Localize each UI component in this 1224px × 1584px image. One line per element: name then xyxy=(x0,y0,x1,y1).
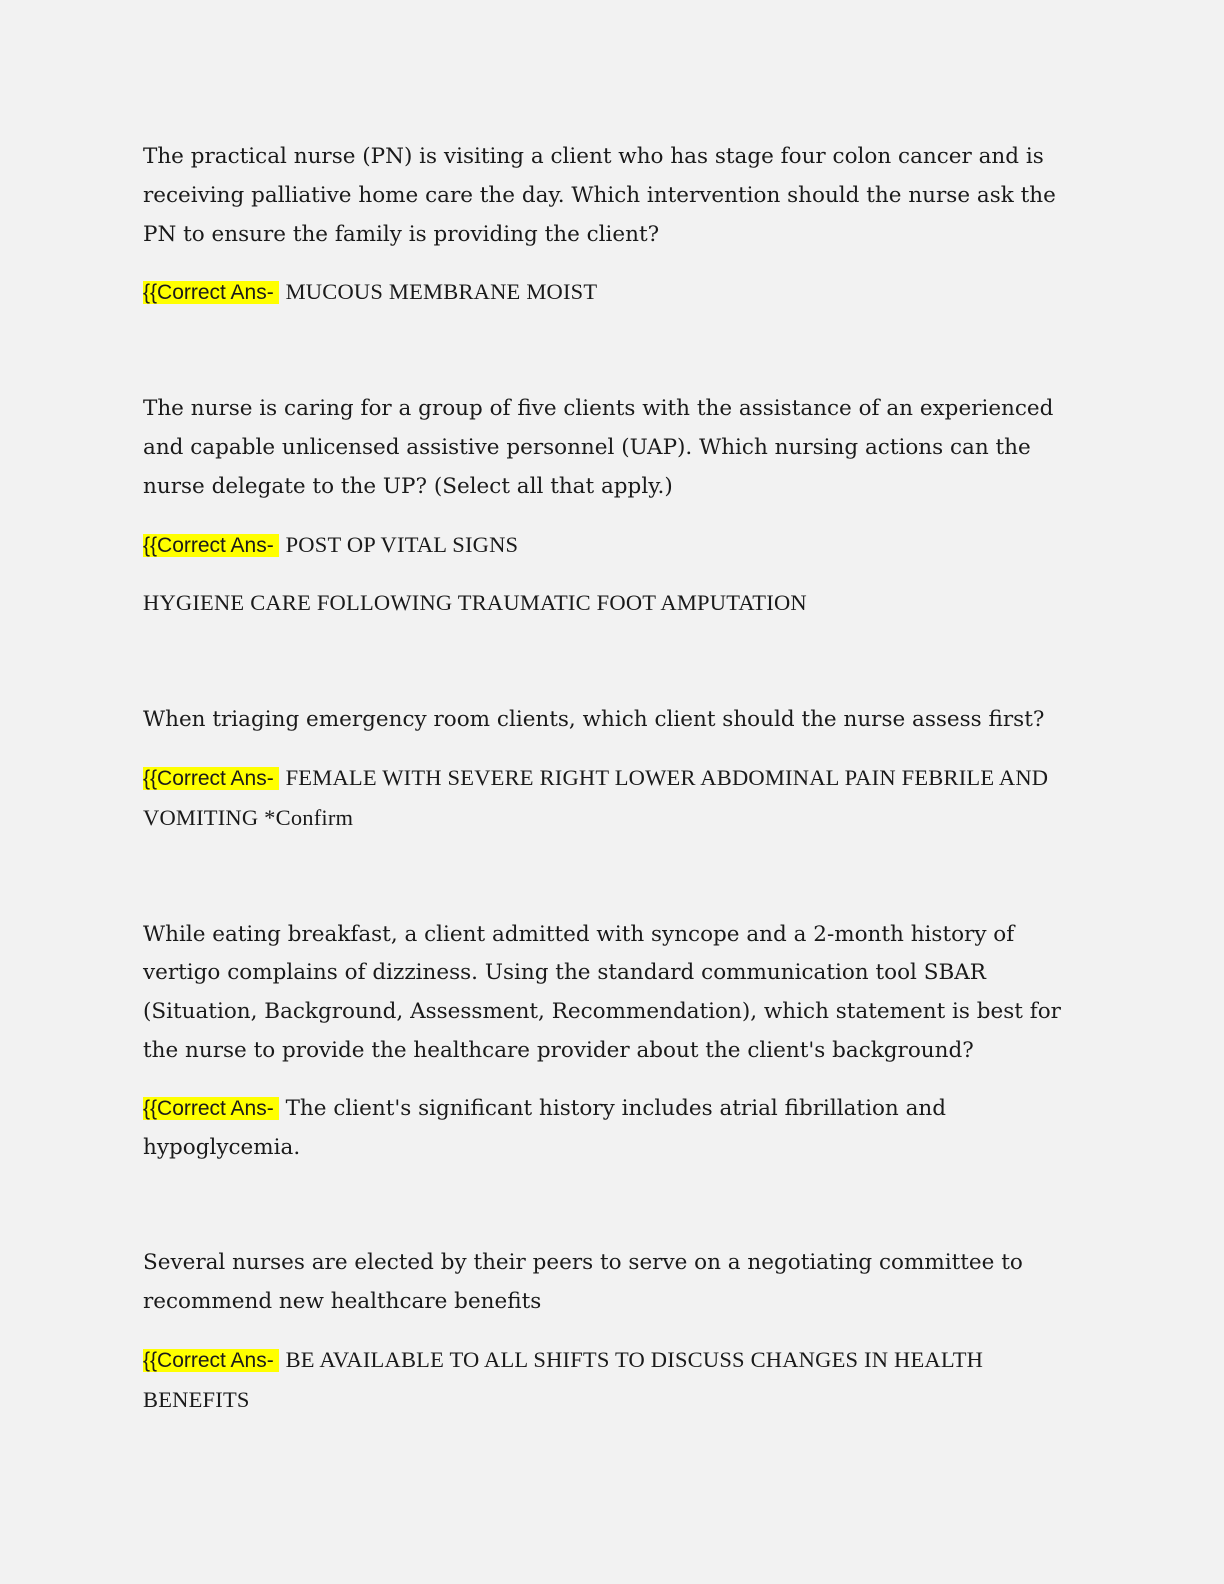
answer-text: POST OP VITAL SIGNS xyxy=(285,531,519,557)
correct-answer-marker: {{Correct Ans- xyxy=(143,281,279,304)
answer-extra-text: HYGIENE CARE FOLLOWING TRAUMATIC FOOT AMPUTATION xyxy=(143,590,807,616)
qa-item-4 xyxy=(143,916,1083,1168)
correct-answer-marker: {{Correct Ans- xyxy=(143,1349,279,1372)
question-text: The nurse is caring for a group of five clients with the assistance of an experienced and capable unlicensed assistive personnel (UAP). Which nursing actions can the nurse delegate to the UP? (Select all that apply.) xyxy=(143,396,1054,499)
answer-extra-line xyxy=(143,584,1083,624)
answer-line xyxy=(143,526,1083,566)
qa-item-1 xyxy=(143,138,1083,313)
answer-text: The client's significant history includes atrial fibrillation and hypoglycemia. xyxy=(143,1095,946,1160)
answer-line xyxy=(143,273,1083,313)
question-text: The practical nurse (PN) is visiting a client who has stage four colon cancer and is receiving palliative home care the day. Which intervention should the nurse ask the PN to ensure the family is providing the client? xyxy=(143,144,1056,247)
correct-answer-marker: {{Correct Ans- xyxy=(143,1097,279,1120)
answer-line xyxy=(143,759,1083,839)
answer-text: BE AVAILABLE TO ALL SHIFTS TO DISCUSS CHANGES IN HEALTH BENEFITS xyxy=(143,1346,984,1412)
qa-item-2 xyxy=(143,390,1083,624)
document-page xyxy=(143,138,1083,1421)
question-text: Several nurses are elected by their peers to serve on a negotiating committee to recommend new healthcare benefits xyxy=(143,1250,1023,1315)
correct-answer-marker: {{Correct Ans- xyxy=(143,767,279,790)
answer-line xyxy=(143,1090,1083,1168)
answer-text: MUCOUS MEMBRANE MOIST xyxy=(285,279,598,305)
qa-item-5 xyxy=(143,1244,1083,1420)
answer-text: FEMALE WITH SEVERE RIGHT LOWER ABDOMINAL PAIN FEBRILE AND VOMITING *Confirm xyxy=(143,764,1049,830)
qa-item-3 xyxy=(143,701,1083,838)
correct-answer-marker: {{Correct Ans- xyxy=(143,534,279,557)
question-text: While eating breakfast, a client admitted with syncope and a 2-month history of vertigo complains of dizziness. Using the standard communication tool SBAR (Situation, Background, Assessment, Recommendation), which statement is best for the nurse to provide the healthcare provider about the client's background? xyxy=(143,921,1061,1063)
answer-line xyxy=(143,1341,1083,1421)
question-text: When triaging emergency room clients, which client should the nurse assess first? xyxy=(143,707,1045,733)
